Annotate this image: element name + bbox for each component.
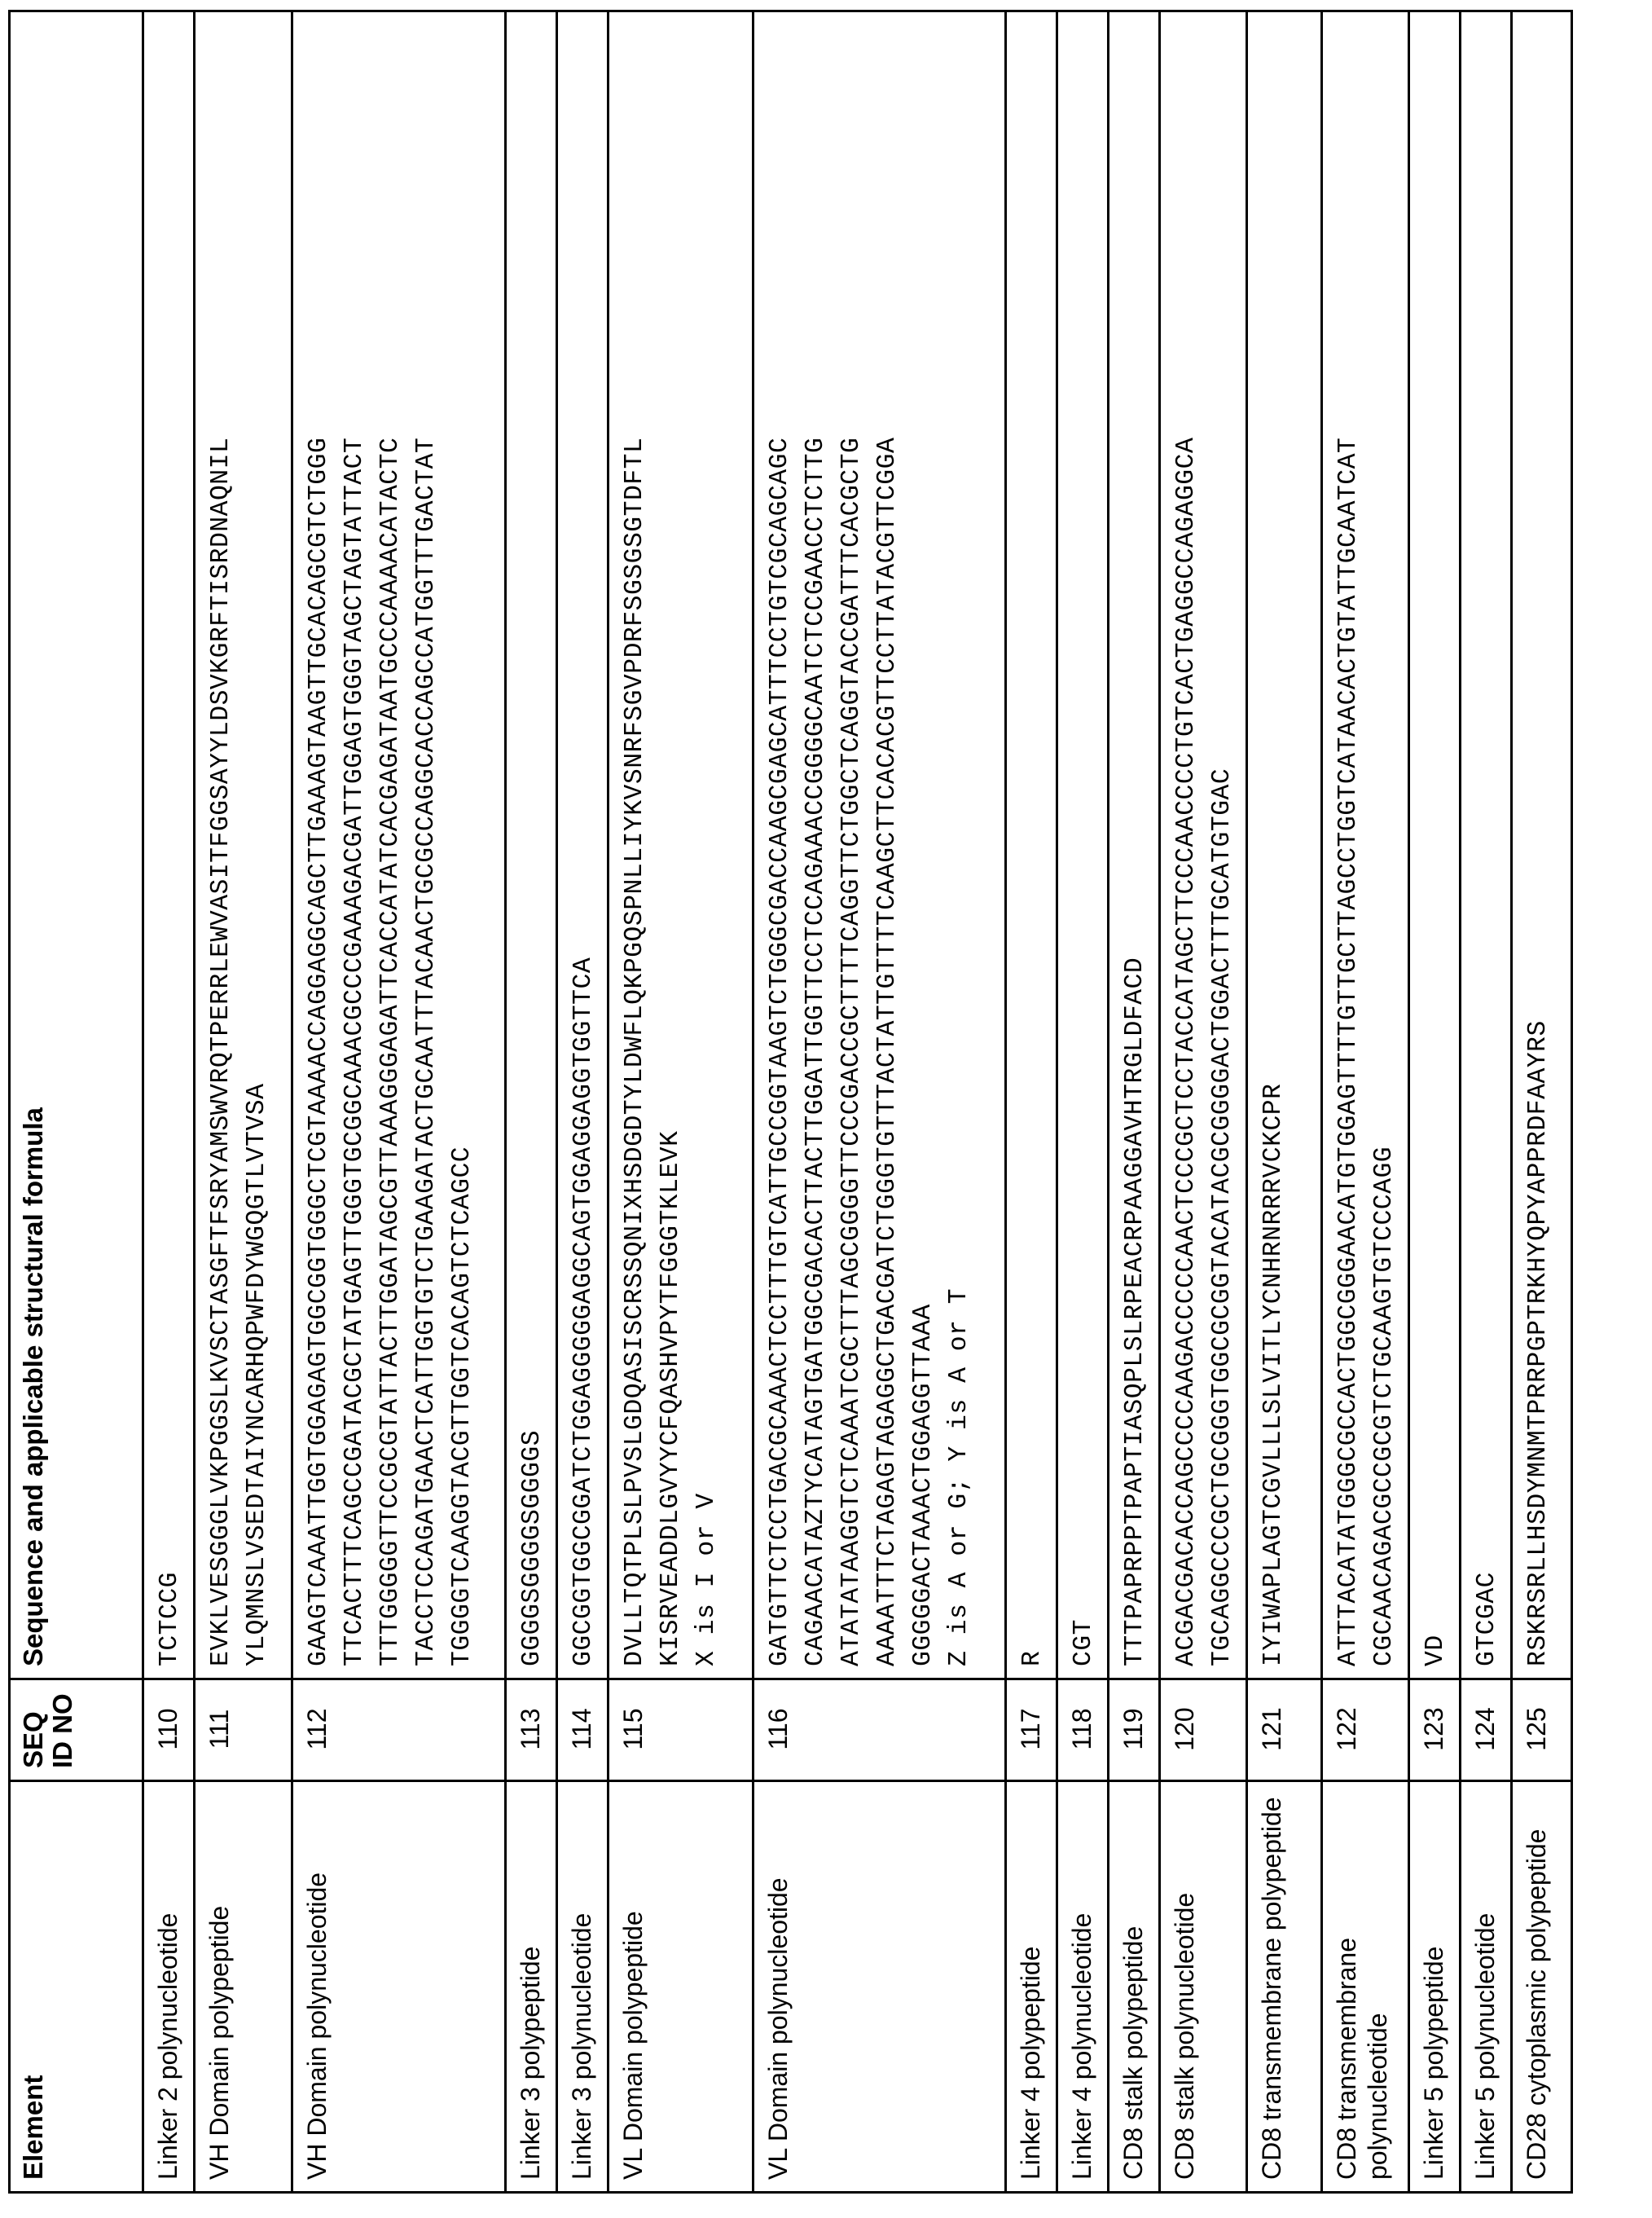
element-name: Linker 5 polynucleotide: [1461, 1781, 1512, 2193]
element-name: VH Domain polynucleotide: [292, 1781, 506, 2193]
table-row: [143, 11, 195, 2193]
sequence-line: GATGTTCTCCTGACGCAAACTCCTTTGTCATTGCCGGTAAGTCTGGGCGACCAAGCGAGCATTTCCTGTCGCAGCAGC: [766, 437, 794, 1666]
seq-id-number: 116: [754, 1679, 1006, 1781]
sequence-line: Z is A or G; Y is A or T: [945, 1287, 973, 1666]
header-element: Element: [10, 1781, 143, 2193]
element-name: VL Domain polypeptide: [609, 1781, 754, 2193]
table-row: [292, 11, 506, 2193]
seq-id-number: 111: [195, 1679, 292, 1781]
sequence-line: VD: [1421, 1635, 1450, 1666]
sequence-line: GGCGGTGGCGGATCTGGAGGGGGAGGCAGTGGAGGAGGTGGTTCA: [569, 957, 598, 1666]
seq-id-number: 124: [1461, 1679, 1512, 1781]
sequence-cell: [1409, 11, 1461, 1679]
sequence-line: ATTTACATATGGGCGCCACTGGCGGGAACATGTGGAGTTTTGTTGCTTAGCCTGGTCATAACACTGTATTGCAATCAT: [1334, 437, 1363, 1666]
table-row: [1160, 11, 1247, 2193]
sequence-line: KISRVEADDLGVYYCFQASHVPYTFGGGTKLEVK: [657, 1130, 685, 1666]
sequence-line: CAGAACATAZTYCATAGTGATGGCGACACTTACTTGGATTGGTTCCTCCAGAAACCGGGGCAATCTCCGAACCTCTTG: [802, 437, 830, 1666]
sequence-line: GGGGSGGGGSGGGGS: [518, 1429, 547, 1666]
sequence-line: ATATATAAGGTCTCAAATCGCTTTAGCGGGGTTCCCGACCGCTTTTCAGGTTCTGGCTCAGGTACCGATTTCACGCTG: [837, 437, 866, 1666]
element-name: CD28 cytoplasmic polypeptide: [1512, 1781, 1572, 2193]
sequence-line: RSKRSRLLHSDYMNMTPRRPGPTRKHYQPYAPPRDFAAYRS: [1524, 1020, 1553, 1666]
element-name: CD8 transmembrane polypeptide: [1247, 1781, 1322, 2193]
element-name: VL Domain polynucleotide: [754, 1781, 1006, 2193]
sequence-line: GTCGAC: [1473, 1571, 1501, 1666]
sequence-line: DVLLTQTPLSLPVSLGDQASISCRSSQNIXHSDGDTYLDWFLQKPGQSPNLLIYKVSNRFSGVPDRFSGSGSGTDFTL: [621, 437, 649, 1666]
sequence-table: [8, 10, 1573, 2194]
table-row: [195, 11, 292, 2193]
seq-id-number: 112: [292, 1679, 506, 1781]
element-name: VH Domain polypeptide: [195, 1781, 292, 2193]
seq-id-number: 122: [1322, 1679, 1409, 1781]
sequence-cell: [1247, 11, 1322, 1679]
seq-id-number: 118: [1057, 1679, 1109, 1781]
sequence-line: X is I or V: [692, 1493, 721, 1666]
table-row: [1109, 11, 1160, 2193]
seq-id-number: 123: [1409, 1679, 1461, 1781]
element-name: Linker 3 polynucleotide: [557, 1781, 609, 2193]
header-seq-id: SEQ ID NO: [10, 1679, 143, 1781]
seq-id-number: 121: [1247, 1679, 1322, 1781]
table-row: [1057, 11, 1109, 2193]
sequence-cell: [506, 11, 557, 1679]
element-name: Linker 5 polypeptide: [1409, 1781, 1461, 2193]
element-name: Linker 2 polynucleotide: [143, 1781, 195, 2193]
seq-id-number: 119: [1109, 1679, 1160, 1781]
seq-id-number: 117: [1006, 1679, 1057, 1781]
sequence-cell: [1512, 11, 1572, 1679]
sequence-cell: [1109, 11, 1160, 1679]
seq-id-number: 110: [143, 1679, 195, 1781]
sequence-line: TTTPAPRPPTPAPTIASQPLSLRPEACRPAAGGAVHTRGLDFACD: [1121, 957, 1149, 1666]
element-name: Linker 4 polypeptide: [1006, 1781, 1057, 2193]
table-body: [143, 11, 1572, 2193]
seq-id-number: 125: [1512, 1679, 1572, 1781]
header-sequence: Sequence and applicable structural formula: [10, 11, 143, 1679]
sequence-cell: [557, 11, 609, 1679]
sequence-line: GAAGTCAAATTGGTGGAGAGTGGCGGTGGGCTCGTAAAACCAGGAGGCAGCTTGAAAGTAAGTTGCACAGCGTCTGGG: [305, 437, 333, 1666]
sequence-line: R: [1018, 1650, 1047, 1666]
table-row: [557, 11, 609, 2193]
element-name: Linker 4 polynucleotide: [1057, 1781, 1109, 2193]
sequence-line: ACGACGACACCAGCCCCAAGACCCCCAACTCCCGCTCCTACCATAGCTTCCCAACCCCTGTCACTGAGGCCAGAGGCA: [1172, 437, 1201, 1666]
seq-id-number: 114: [557, 1679, 609, 1781]
sequence-line: CGT: [1070, 1618, 1098, 1666]
seq-id-number: 113: [506, 1679, 557, 1781]
sequence-line: CGCAACAGACGCCGCGTCTGCAAGTGTCCCAGG: [1370, 1146, 1399, 1666]
seq-id-number: 115: [609, 1679, 754, 1781]
table-header-row: [10, 11, 143, 2193]
table-row: [1322, 11, 1409, 2193]
sequence-cell: [1006, 11, 1057, 1679]
sequence-line: TCTCCG: [156, 1571, 184, 1666]
sequence-line: TACCTCCAGATGAACTCATTGGTGTCTGAAGATACTGCAATTTACAACTGCGCCAGGCACCAGCCATGGTTTGACTAT: [412, 437, 441, 1666]
sequence-line: EVKLVESGGGLVKPGGSLKVSCTASGFTFSRYAMSWVRQTPERRLEWVASITFGGSAYYLDSVKGRFTISRDNAQNIL: [207, 437, 235, 1666]
table-row: [1006, 11, 1057, 2193]
sequence-cell: [609, 11, 754, 1679]
sequence-line: GGGGGACTAAACTGGAGGTTAAA: [909, 1304, 938, 1666]
table-row: [1461, 11, 1512, 2193]
sequence-line: TGGGGTCAAGGTACGTTGGTCACAGTCTCAGCC: [448, 1146, 477, 1666]
sequence-cell: [292, 11, 506, 1679]
sequence-cell: [1160, 11, 1247, 1679]
sequence-cell: [195, 11, 292, 1679]
table-row: [609, 11, 754, 2193]
table-row: [506, 11, 557, 2193]
element-name: CD8 transmembrane polynucleotide: [1322, 1781, 1409, 2193]
table-row: [1409, 11, 1461, 2193]
sequence-line: AAAATTTCTAGAGTAGAGGCTGACGATCTGGGTGTTTACTATTGTTTTCAAGCTTCACACGTTCCTTATACGTTCGGA: [873, 437, 902, 1666]
sequence-cell: [1057, 11, 1109, 1679]
sequence-line: TTTGGGGGTTCCGCGTATTACTTGGATAGCGTTAAAGGGAGATTCACCATATCACGAGATAATGCCCAAAACATACTC: [376, 437, 405, 1666]
table-row: [1247, 11, 1322, 2193]
element-name: Linker 3 polypeptide: [506, 1781, 557, 2193]
sequence-cell: [143, 11, 195, 1679]
table-row: [1512, 11, 1572, 2193]
seq-id-number: 120: [1160, 1679, 1247, 1781]
sequence-cell: [1461, 11, 1512, 1679]
element-name: CD8 stalk polynucleotide: [1160, 1781, 1247, 2193]
element-name: CD8 stalk polypeptide: [1109, 1781, 1160, 2193]
sequence-cell: [754, 11, 1006, 1679]
sequence-line: YLQMNSLVSEDTAIYNCARHQPWFDYWGQGTLVTVSA: [243, 1083, 271, 1666]
sequence-line: TTCACTTTCAGCCGATACGCTATGAGTTGGGTGCGGCAAACGCCCGAAAGACGATTGGAGTGGGTAGCTAGTATTACT: [341, 437, 369, 1666]
sequence-line: IYIWAPLAGTCGVLLLSLVITLYCNHRNRRRVCKCPR: [1259, 1083, 1288, 1666]
sequence-line: TGCAGGCCCGCTGCGGGTGGCGCGGTACATACGCGGGGACTGGACTTTGCATGTGAC: [1208, 768, 1237, 1666]
table-row: [754, 11, 1006, 2193]
sequence-cell: [1322, 11, 1409, 1679]
